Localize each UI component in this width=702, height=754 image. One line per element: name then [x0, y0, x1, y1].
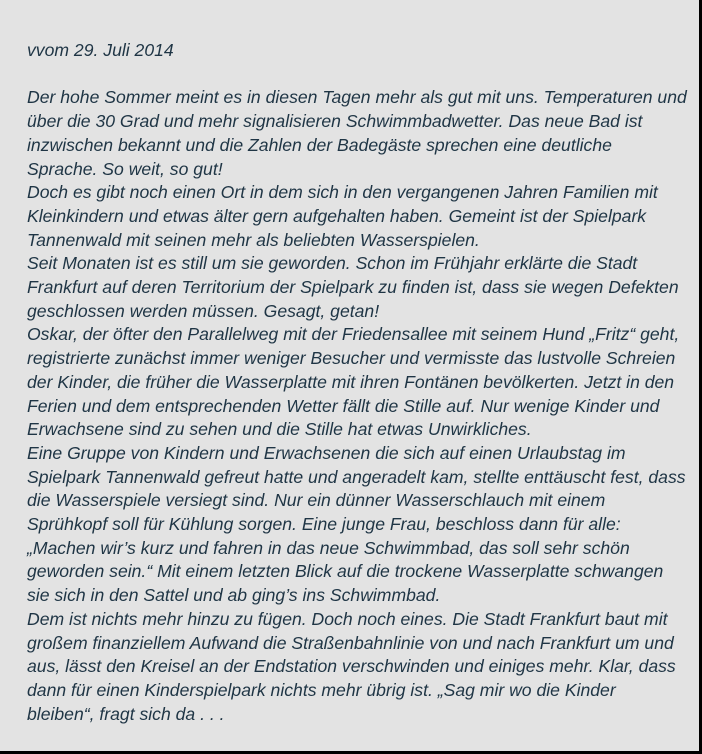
text-line: dann für einen Kinderspielpark nichts mehr übrig ist. „Sag mir wo die Kinder: [27, 679, 616, 700]
text-line: der Kinder, die früher die Wasserplatte mit ihren Fontänen bevölkerten. Jetzt in den: [27, 371, 675, 392]
text-line: inzwischen bekannt und die Zahlen der Badegäste sprechen eine deutliche: [27, 134, 612, 155]
text-line: Der hohe Sommer meint es in diesen Tagen mehr als gut mit uns. Temperaturen und: [27, 87, 687, 108]
blank-line: [27, 63, 693, 87]
text-line: über die 30 Grad und mehr signalisieren Schwimmbadwetter. Das neue Bad ist: [27, 111, 643, 132]
text-line: Tannenwald mit seinen mehr als beliebten Wasserspielen.: [27, 229, 480, 250]
text-line: Oskar, der öfter den Parallelweg mit der Friedensallee mit seinem Hund „Fritz“ geht,: [27, 324, 680, 345]
text-line: bleiben“, fragt sich da . . .: [27, 703, 225, 724]
text-line: Eine Gruppe von Kindern und Erwachsenen die sich auf einen Urlaubstag im: [27, 442, 626, 463]
text-line: Sprache. So weit, so gut!: [27, 158, 223, 179]
text-line: Doch es gibt noch einen Ort in dem sich in den vergangenen Jahren Familien mit: [27, 182, 658, 203]
text-line: Ferien und dem entsprechenden Wetter fällt die Stille auf. Nur wenige Kinder und: [27, 395, 660, 416]
text-line: geschlossen werden müssen. Gesagt, getan!: [27, 300, 380, 321]
text-line: Erwachsene sind zu sehen und die Stille hat etwas Unwirkliches.: [27, 419, 532, 440]
text-line: die Wasserspiele versiegt sind. Nur ein dünner Wasserschlauch mit einem: [27, 490, 606, 511]
text-line: geworden sein.“ Mit einem letzten Blick auf die trockene Wasserplatte schwangen: [27, 561, 664, 582]
article-body: [27, 86, 693, 726]
text-line: Dem ist nichts mehr hinzu zu fügen. Doch noch eines. Die Stadt Frankfurt baut mit: [27, 608, 668, 629]
text-line: großem finanziellem Aufwand die Straßenbahnlinie von und nach Frankfurt um und: [27, 632, 674, 653]
text-line: Spielpark Tannenwald gefreut hatte und angeradelt kam, stellte enttäuscht fest, dass: [27, 466, 686, 487]
text-line: sie sich in den Sattel und ab ging’s ins Schwimmbad.: [27, 585, 441, 606]
text-line: aus, lässt den Kreisel an der Endstation verschwinden und einiges mehr. Klar, dass: [27, 656, 676, 677]
text-line: Kleinkindern und etwas älter gern aufgehalten haben. Gemeint ist der Spielpark: [27, 205, 647, 226]
text-line: Frankfurt auf deren Territorium der Spielpark zu finden ist, dass sie wegen Defekten: [27, 277, 679, 298]
text-line: Sprühkopf soll für Kühlung sorgen. Eine junge Frau, beschloss dann für alle:: [27, 514, 621, 535]
text-line: Seit Monaten ist es still um sie geworden. Schon im Frühjahr erklärte die Stadt: [27, 253, 638, 274]
text-line: registrierte zunächst immer weniger Besucher und vermisste das lustvolle Schreien: [27, 348, 676, 369]
date-line: vvom 29. Juli 2014: [27, 40, 174, 60]
text-line: „Machen wir’s kurz und fahren in das neue Schwimmbad, das soll sehr schön: [27, 537, 630, 558]
